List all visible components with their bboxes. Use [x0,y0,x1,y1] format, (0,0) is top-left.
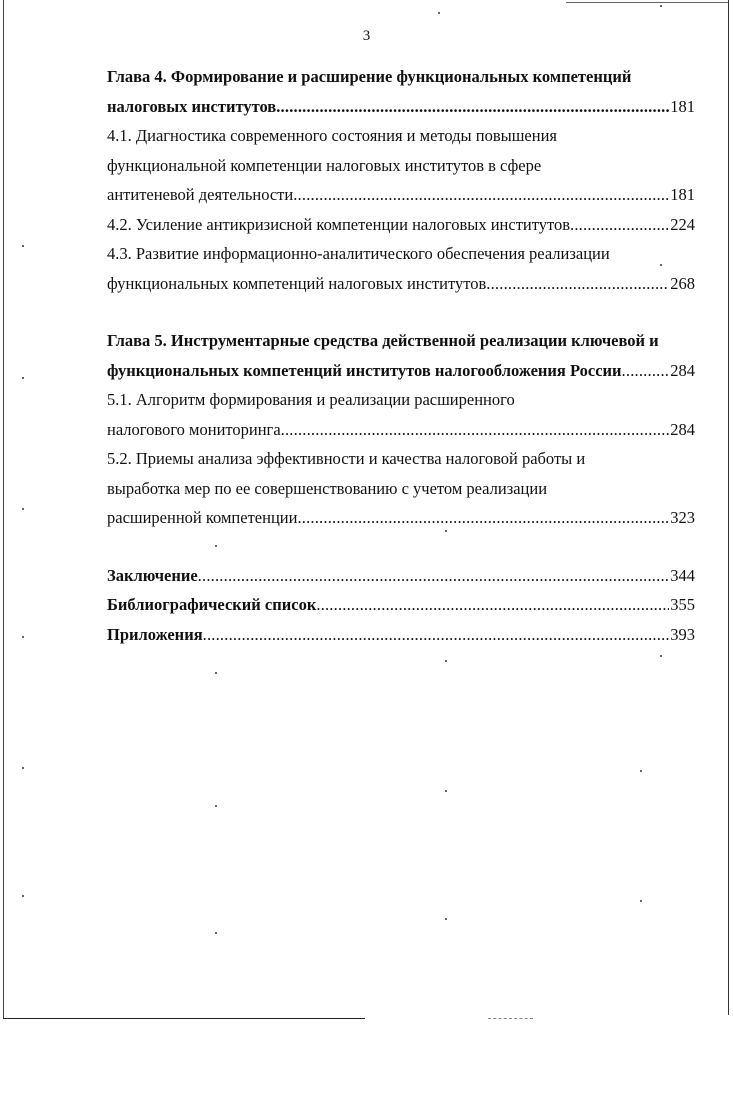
section-4-3-entry [107,269,695,299]
section-4-3-title-end: функциональных компетенций налоговых институтов [107,273,487,293]
appendices-label: Приложения [107,624,203,644]
conclusion-label: Заключение [107,565,198,585]
chapter-4-entry [107,92,695,122]
section-5-2-page: 323 [670,508,695,527]
section-5-1-title: 5.1. Алгоритм формирования и реализации расширенного [107,390,515,409]
page-frame-bottom-right-fragment [488,1018,533,1019]
scan-speck [22,895,24,897]
dot-leader [293,180,669,210]
scan-speck [445,918,447,920]
section-5-1-page: 284 [670,419,695,439]
conclusion-entry [107,561,695,591]
scan-speck [22,245,24,247]
dot-leader [622,356,670,386]
appendices-page: 393 [670,624,695,644]
chapter-5-page: 284 [670,360,695,380]
dot-leader [570,210,669,240]
section-4-3-page: 268 [670,273,695,293]
section-4-1-title-continued: функциональной компетенции налоговых институтов в сфере [107,155,542,175]
dot-leader [198,561,670,591]
chapter-5-title: Глава 5. Инструментарные средства действенной реализации ключевой и [107,331,659,350]
dot-leader [486,269,669,299]
conclusion-page: 344 [670,565,695,585]
page-number: 3 [362,28,371,44]
chapter-5-entry [107,356,695,386]
page-frame-top-border [566,2,728,3]
appendices-entry [107,620,695,650]
bibliography-label: Библиографический список [107,595,317,614]
dot-leader [281,415,670,445]
section-5-2-title-end: расширенной компетенции [107,508,298,527]
scan-speck [22,767,24,769]
page-frame-bottom-border [3,1018,365,1019]
scan-speck [438,12,440,14]
scan-speck [660,5,662,7]
chapter-5-title-continued: функциональных компетенций институтов налогообложения России [107,360,622,380]
chapter-spacer [107,298,695,326]
chapter-4-page: 181 [670,96,695,116]
scan-speck [22,636,24,638]
scan-speck [445,660,447,662]
table-of-contents [107,62,695,649]
section-4-1-page: 181 [670,185,695,204]
section-4-1-title: 4.1. Диагностика современного состояния и методы повышения [107,126,557,145]
scan-speck [445,790,447,792]
scan-speck [215,672,217,674]
section-4-3-title: 4.3. Развитие информационно-аналитического обеспечения реализации [107,244,610,263]
chapter-4-title-continued: налоговых институтов [107,96,277,116]
section-4-2-title: 4.2. Усиление антикризисной компетенции налоговых институтов [107,214,571,234]
section-5-1-entry [107,415,695,445]
bibliography-entry [107,590,695,620]
scan-speck [640,900,642,902]
chapter-4-title: Глава 4. Формирование и расширение функциональных компетенций [107,67,632,86]
section-4-2-entry [107,210,695,240]
page-frame-right-border [728,0,729,1015]
section-5-2-title-continued: выработка мер по ее совершенствованию с учетом реализации [107,478,548,498]
scan-speck [640,770,642,772]
page-frame-left-border [3,0,4,1019]
scan-speck [22,377,24,379]
bibliography-page: 355 [670,595,695,614]
dot-leader [316,590,669,620]
section-5-2-title: 5.2. Приемы анализа эффективности и качества налоговой работы и [107,449,586,468]
scan-speck [22,508,24,510]
dot-leader [297,503,669,533]
scan-speck [215,932,217,934]
scan-speck [660,655,662,657]
dot-leader [203,620,670,650]
chapter-spacer [107,533,695,561]
section-5-2-entry [107,503,695,533]
section-4-1-title-end: антитеневой деятельности [107,185,294,204]
section-4-2-page: 224 [670,214,695,234]
section-5-1-title-end: налогового мониторинга [107,419,281,439]
scan-speck [215,805,217,807]
dot-leader [276,92,669,122]
section-4-1-entry [107,180,695,210]
